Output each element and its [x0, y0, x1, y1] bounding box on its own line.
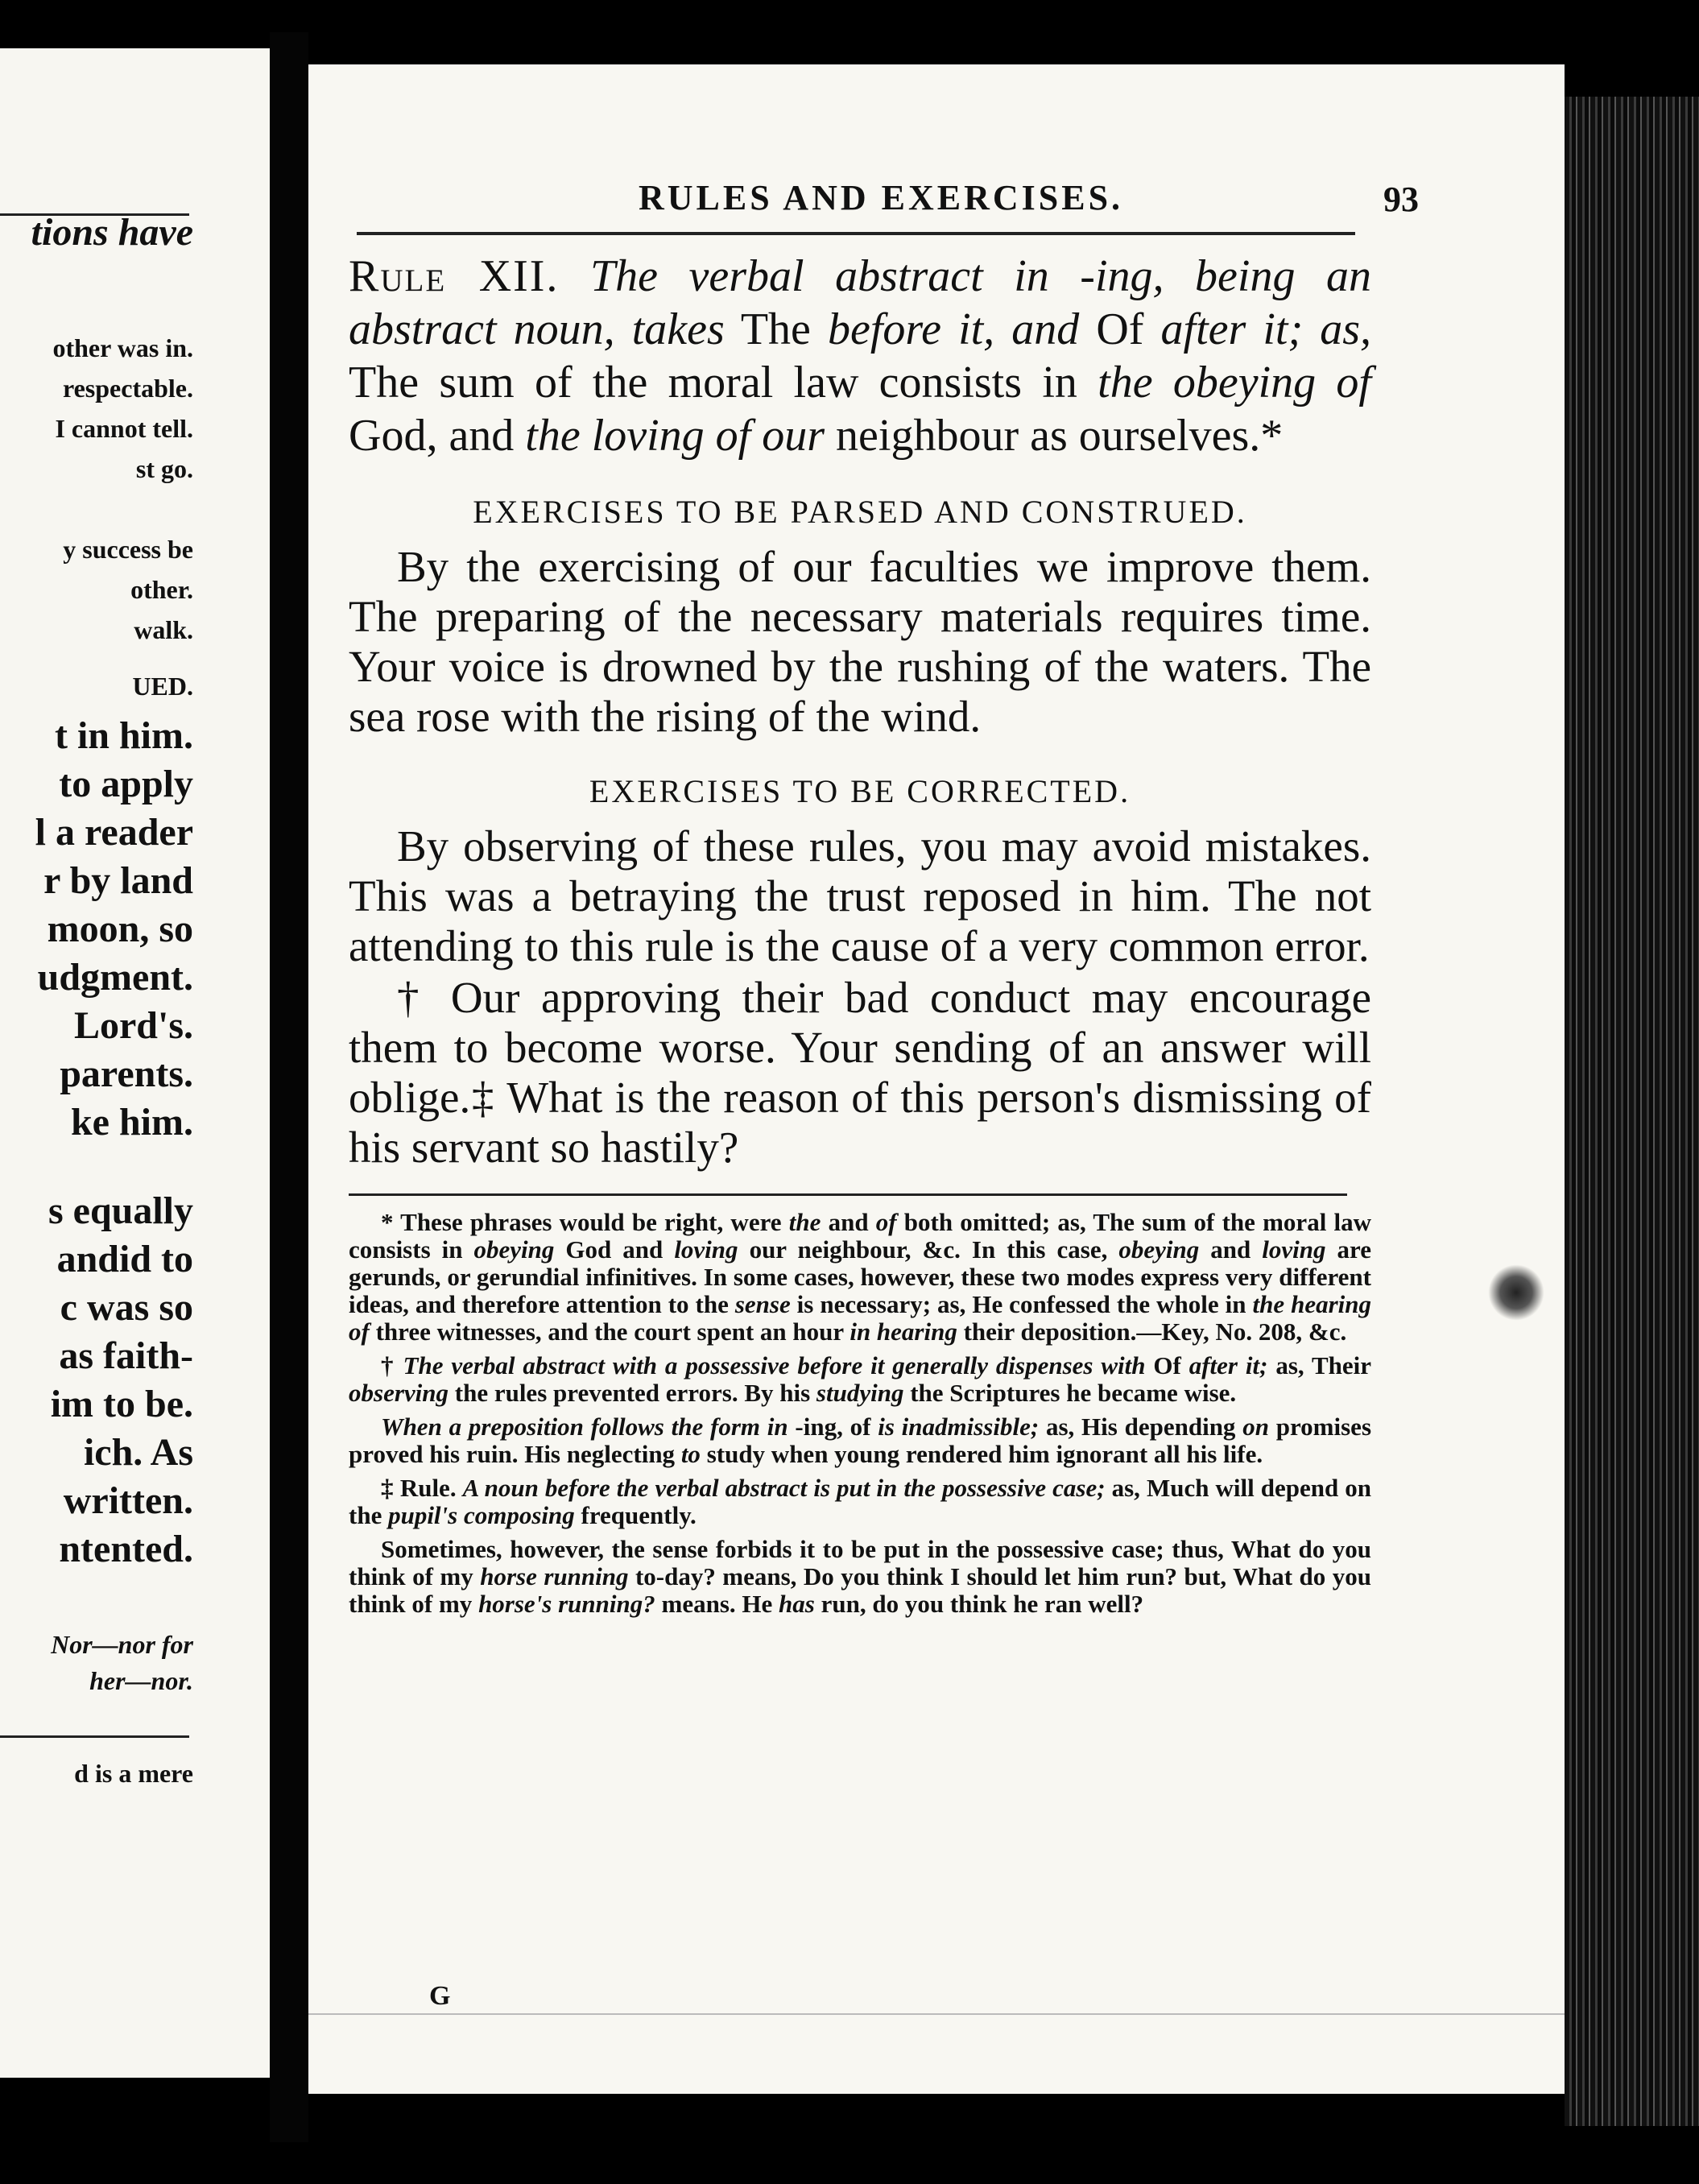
left-page-line: t in him.	[54, 714, 193, 757]
left-page-line: ke him.	[70, 1101, 193, 1144]
left-page-line: c was so	[60, 1286, 193, 1329]
rule-text: The verbal abstract in -ing, being an abstract noun, takes The before it, and Of after it; as, The sum of the moral law consists in the obeying of God, and the loving of our neighbour as ourselves.*	[349, 251, 1371, 461]
section-parse	[349, 493, 1371, 742]
left-page-line: andid to	[56, 1238, 193, 1280]
running-header	[357, 177, 1565, 225]
left-page-line: parents.	[60, 1053, 193, 1095]
left-page-line: l a reader	[35, 811, 193, 854]
footnote: * These phrases would be right, were the and of both omitted; as, The sum of the moral law consists in obeying God and loving our neighbour, &c. In this case, obeying and loving are gerunds, or gerundial infinitives. In some cases, however, these two modes express very different ideas, and therefore attention to the sense is necessary; as, He confessed the whole in the hearing of three witnesses, and the court spent an hour in hearing their deposition.—Key, No. 208, &c.	[349, 1208, 1372, 1346]
section-heading: EXERCISES TO BE CORRECTED.	[589, 773, 1131, 809]
header-rule	[357, 232, 1355, 235]
footnote: Sometimes, however, the sense forbids it to be put in the possessive case; thus, What do you think of my horse running to-day? means, Do you think I should let him run? but, What do you think of my horse's running? means. He has run, do you think he ran well?	[349, 1535, 1371, 1618]
running-title: RULES AND EXERCISES.	[639, 178, 1124, 217]
footnote: † The verbal abstract with a possessive before it generally dispenses with Of after it; as, Their observing the rules prevented errors. By his studying the Scriptures he became wise.	[349, 1351, 1372, 1407]
left-page-line: other.	[130, 575, 193, 604]
page-edges	[1565, 97, 1699, 2126]
ink-smudge	[1488, 1264, 1544, 1321]
left-page-line: I cannot tell.	[55, 414, 193, 443]
left-page-line: other was in.	[52, 333, 193, 362]
left-page-line: UED.	[132, 672, 193, 701]
exercise-paragraph: By the exercising of our faculties we improve them. The preparing of the necessary materials requires time. Your voice is drowned by the rushing of the waters. The sea rose with the rising of the wind.	[349, 542, 1371, 741]
footnote: ‡ Rule. A noun before the verbal abstract is put in the possessive case; as, Much will depend on the pupil's composing frequently.	[349, 1474, 1371, 1529]
left-page-line: Lord's.	[73, 1004, 193, 1047]
left-page-line: walk.	[134, 615, 193, 644]
previous-page-fragment	[0, 48, 270, 2078]
left-page-footnote-rule	[0, 1735, 189, 1738]
left-page-line: ich. As	[83, 1431, 193, 1474]
exercise-paragraph: By observing of these rules, you may avoid mistakes. This was a betraying the trust reposed in him. The not attending to this rule is the cause of a very common error.	[349, 821, 1371, 970]
page-number: 93	[1383, 180, 1419, 219]
left-page-line: s equally	[48, 1189, 193, 1232]
left-page-line: tions have	[31, 211, 193, 254]
section-heading: EXERCISES TO BE PARSED AND CONSTRUED.	[473, 494, 1247, 530]
left-page-line: im to be.	[50, 1383, 193, 1425]
left-page-line: st go.	[135, 454, 193, 483]
exercise-paragraph: † Our approving their bad conduct may encourage them to become worse. Your sending of an answer will oblige.‡ What is the reason of this person's dismissing of his servant so hastily?	[349, 973, 1371, 1172]
footnote: When a preposition follows the form in -ing, of is inadmissible; as, His depending on promises proved his ruin. His neglecting to study when young rendered him ignorant all his life.	[349, 1413, 1372, 1468]
section-correct	[349, 772, 1371, 1173]
left-page-line: r by land	[43, 859, 193, 902]
book-gutter	[270, 32, 308, 2142]
page-body	[349, 250, 1371, 1624]
rule-xii	[349, 250, 1371, 462]
left-page-line: y success be	[63, 535, 193, 564]
left-page-line: as faith-	[59, 1334, 193, 1377]
left-page-line: Nor—nor for	[51, 1630, 193, 1659]
rule-label: Rule XII.	[349, 251, 560, 301]
page-bottom-line	[308, 2013, 1565, 2015]
left-page-line: ntented.	[59, 1528, 193, 1570]
left-page-line: moon, so	[47, 908, 193, 950]
left-page-line: written.	[63, 1479, 193, 1522]
left-page-line: d is a mere	[74, 1759, 193, 1788]
signature-mark: G	[429, 1981, 451, 2011]
left-page-line: to apply	[59, 763, 193, 805]
page	[308, 64, 1565, 2094]
left-page-line: udgment.	[37, 956, 193, 999]
left-page-line: her—nor.	[89, 1666, 193, 1695]
footnotes	[349, 1209, 1371, 1618]
footnote-rule	[349, 1193, 1347, 1196]
left-page-line: respectable.	[62, 374, 193, 403]
